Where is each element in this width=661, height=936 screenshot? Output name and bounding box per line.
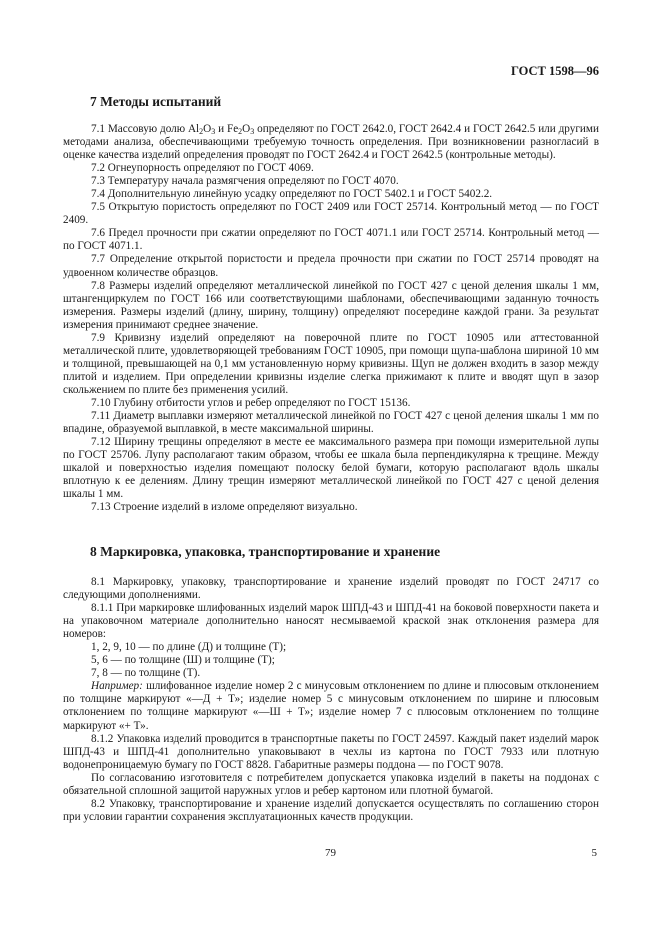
section-8-body [63,576,599,824]
sheet-number: 5 [591,847,597,859]
paragraph-7-5: 7.5 Открытую пористость определяют по ГОСТ 2409 или ГОСТ 25714. Контрольный метод — по ГОСТ 2409. [63,201,599,227]
section-7-title: 7 Методы испытаний [90,94,222,109]
paragraph-7-2: 7.2 Огнеупорность определяют по ГОСТ 4069. [91,162,314,175]
paragraph-8-1: 8.1 Маркировку, упаковку, транспортирование и хранение изделий проводят по ГОСТ 24717 со следующими дополнениями. [63,576,599,602]
page-number: 79 [325,847,336,859]
paragraph-8-1-1: 8.1.1 При маркировке шлифованных изделий марок ШПД-43 и ШПД-41 на боковой поверхности пакета и на упаковочном материале дополнительно наносят несмываемой краской знак отклонения размера для номеров: [63,602,599,641]
example-paragraph: Например: шлифованное изделие номер 2 с минусовым отклонением по длине и плюсовым отклонением по толщине маркируют «—Д + Т»; изделие номер 5 с минусовым отклонением по ширине и плюсовым отклонением по толщине маркируют «—Ш + Т»; изделие номер 7 с плюсовым отклонением по толщине маркируют «+ Т». [63,680,599,732]
section-8-title: 8 Маркировка, упаковка, транспортирование и хранение [90,544,441,559]
section-7-body [63,123,599,514]
list-item: 5, 6 — по толщине (Ш) и толщине (Т); [91,654,275,667]
standard-header: ГОСТ 1598—96 [510,64,599,78]
paragraph-7-4: 7.4 Дополнительную линейную усадку определяют по ГОСТ 5402.1 и ГОСТ 5402.2. [91,188,493,201]
paragraph-agreement: По согласованию изготовителя с потребителем допускается упаковка изделий в пакеты на поддонах с обязательной сплошной защитой наружных углов и ребер картоном или плотной бумагой. [63,771,599,797]
paragraph-7-12: 7.12 Ширину трещины определяют в месте ее максимального размера при помощи измерительной лупы по ГОСТ 25706. Лупу располагают таким образом, чтобы ее шкала была перпендикулярна к трещине. Между шкалой и поверхностью изделия помещают полоску белой бумаги, которую располагают вдоль шкалы вплотную к ее делениям. Длину трещин измеряют металлической линейкой по ГОСТ 427 с ценой деления шкалы 1 мм. [63,436,599,501]
paragraph-7-9: 7.9 Кривизну изделий определяют на поверочной плите по ГОСТ 10905 или аттестованной металлической плите, удовлетворяющей требованиям ГОСТ 10905, при помощи щупа-шаблона шириной 10 мм и толщиной, превышающей на 0,1 мм установленную норму кривизны. Щуп не должен входить в зазор между плитой и изделием. При определении кривизны изделие слегка прижимают к плите и вводят щуп в зазор скольжением по плите без применения усилий. [63,331,599,396]
paragraph-8-2: 8.2 Упаковку, транспортирование и хранение изделий допускается осуществлять по соглашению сторон при условии гарантии сохранения эксплуатационных качеств продукции. [63,797,599,823]
paragraph-7-1: 7.1 Массовую долю $Al_2O_3$ и $Fe_2O_3$ определяют по ГОСТ 2642.0, ГОСТ 2642.4 и ГОСТ 2642.5 или другими методами анализа, обеспечивающими требуемую точность определения. При возникновении разногласий в оценке качества изделий определения проводят по ГОСТ 2642.4 и ГОСТ 2642.5 (контрольные методы). [63,123,599,162]
paragraph-7-6: 7.6 Предел прочности при сжатии определяют по ГОСТ 4071.1 или ГОСТ 25714. Контрольный метод — по ГОСТ 4071.1. [63,227,599,253]
paragraph-7-3: 7.3 Температуру начала размягчения определяют по ГОСТ 4070. [91,175,399,188]
paragraph-7-7: 7.7 Определение открытой пористости и предела прочности при сжатии по ГОСТ 25714 проводят на удвоенном количестве образцов. [63,253,599,279]
paragraph-7-8: 7.8 Размеры изделий определяют металлической линейкой по ГОСТ 427 с ценой деления шкалы 1 мм, штангенциркулем по ГОСТ 166 или соответствующими шаблонами, обеспечивающими заданную точность измерения. Размеры изделий (длину, ширину, толщину) определяют посередине каждой грани. За результат измерения принимают среднее значение. [63,279,599,331]
paragraph-7-11: 7.11 Диаметр выплавки измеряют металлической линейкой по ГОСТ 427 с ценой деления шкалы 1 мм по впадине, образуемой выплавкой, в месте максимальной ширины. [63,410,599,436]
list-item: 7, 8 — по толщине (Т). [91,667,201,680]
example-label: Например: [91,680,143,693]
paragraph-8-1-2: 8.1.2 Упаковка изделий проводится в транспортные пакеты по ГОСТ 24597. Каждый пакет изделий марок ШПД-43 и ШПД-41 дополнительно упаковывают в чехлы из картона по ГОСТ 7933 или плотную водонепроницаемую бумагу по ГОСТ 8828. Габаритные размеры поддона — по ГОСТ 9078. [63,732,599,771]
list-item: 1, 2, 9, 10 — по длине (Д) и толщине (Т); [91,641,287,654]
paragraph-7-10: 7.10 Глубину отбитости углов и ребер определяют по ГОСТ 15136. [91,396,411,409]
paragraph-7-13: 7.13 Строение изделий в изломе определяют визуально. [91,501,358,514]
